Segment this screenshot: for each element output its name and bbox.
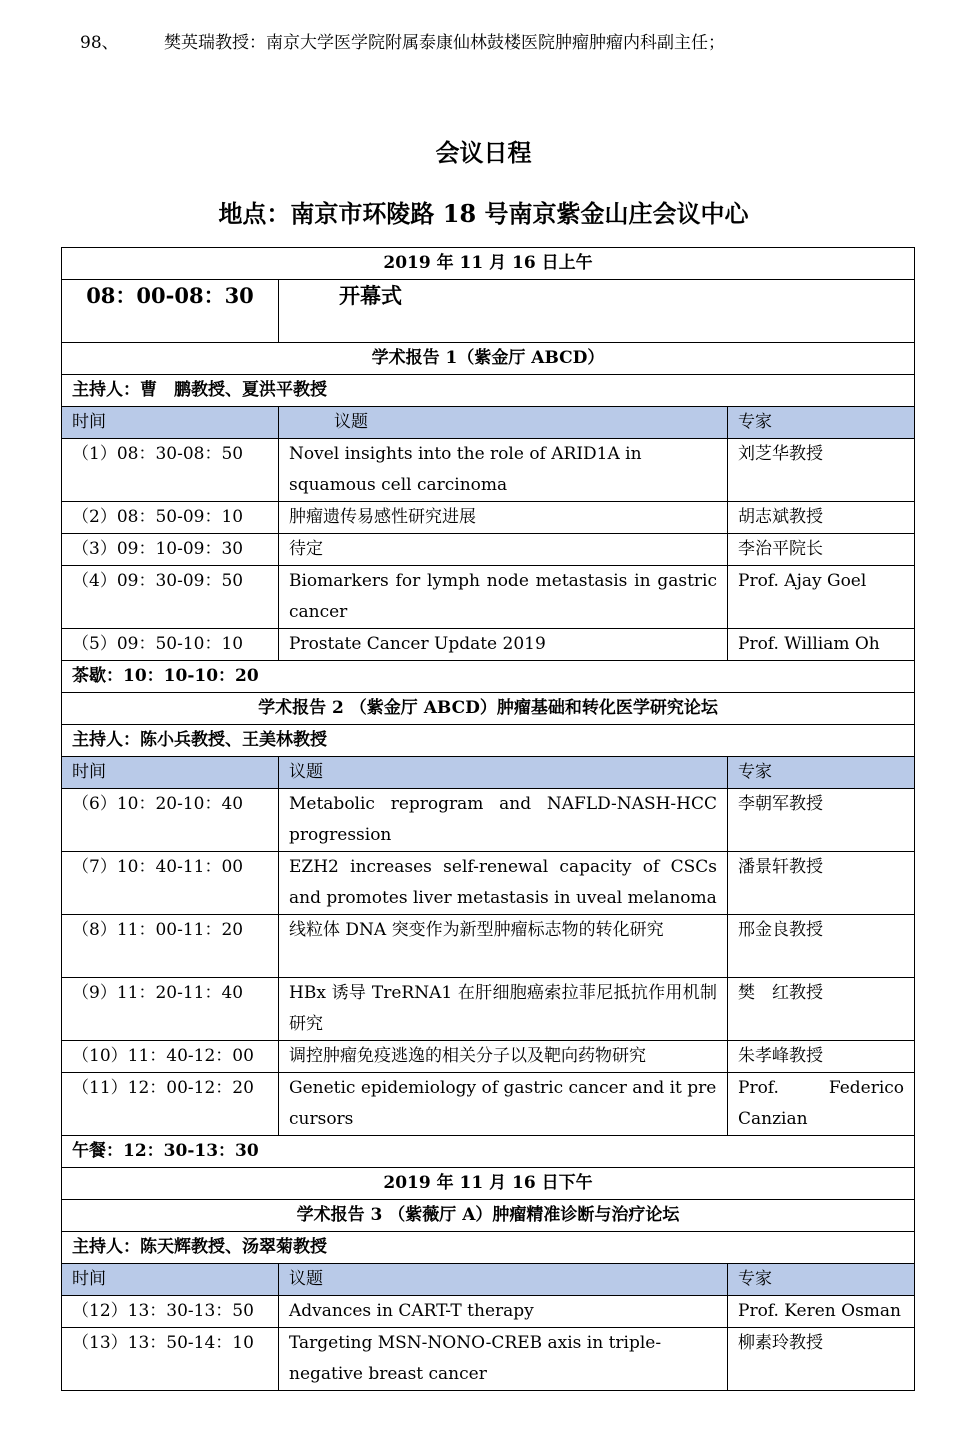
talk-time: （5）09：50-10：10 bbox=[62, 629, 279, 661]
table-row bbox=[62, 1073, 915, 1136]
talk-time: （13）13：50-14：10 bbox=[62, 1328, 279, 1391]
talk-expert: 樊 红教授 bbox=[728, 978, 915, 1041]
session-hosts-row bbox=[62, 375, 915, 407]
session-hosts: 主持人：陈小兵教授、王美林教授 bbox=[62, 725, 915, 757]
table-row bbox=[62, 1328, 915, 1391]
talk-time: （11）12：00-12：20 bbox=[62, 1073, 279, 1136]
schedule-table bbox=[61, 247, 915, 1391]
opening-name: 开幕式 bbox=[279, 280, 915, 343]
venue-heading: 地点：南京市环陵路 18 号南京紫金山庄会议中心 bbox=[218, 199, 749, 228]
session-title-row bbox=[62, 343, 915, 375]
talk-expert: Prof. Ajay Goel bbox=[728, 566, 915, 629]
table-row bbox=[62, 915, 915, 978]
table-header-row bbox=[62, 1264, 915, 1296]
header-topic: 议题 bbox=[279, 1264, 728, 1296]
lunch-break: 午餐：12：30-13：30 bbox=[62, 1136, 915, 1168]
talk-topic: EZH2 increases self-renewal capacity of CSCs and promotes liver metastasis in uveal melanoma bbox=[279, 852, 728, 915]
table-row bbox=[62, 566, 915, 629]
talk-topic: Prostate Cancer Update 2019 bbox=[279, 629, 728, 661]
date-cell: 2019 年 11 月 16 日上午 bbox=[62, 248, 915, 280]
talk-topic: Metabolic reprogram and NAFLD-NASH-HCC progression bbox=[279, 789, 728, 852]
talk-expert: 李朝军教授 bbox=[728, 789, 915, 852]
talk-time: （6）10：20-10：40 bbox=[62, 789, 279, 852]
talk-time: （9）11：20-11：40 bbox=[62, 978, 279, 1041]
talk-topic: 调控肿瘤免疫逃逸的相关分子以及靶向药物研究 bbox=[279, 1041, 728, 1073]
talk-topic: Genetic epidemiology of gastric cancer and it precursors bbox=[279, 1073, 728, 1136]
table-header-row bbox=[62, 407, 915, 439]
talk-topic: 待定 bbox=[279, 534, 728, 566]
talk-time: （8）11：00-11：20 bbox=[62, 915, 279, 978]
break-row bbox=[62, 661, 915, 693]
session-title-row bbox=[62, 693, 915, 725]
table-row bbox=[62, 1041, 915, 1073]
talk-time: （1）08：30-08：50 bbox=[62, 439, 279, 502]
table-row bbox=[62, 629, 915, 661]
header-expert: 专家 bbox=[728, 757, 915, 789]
list-item-text: 樊英瑞教授：南京大学医学院附属泰康仙林鼓楼医院肿瘤肿瘤内科副主任； bbox=[164, 33, 725, 53]
header-time: 时间 bbox=[62, 1264, 279, 1296]
talk-expert: 李治平院长 bbox=[728, 534, 915, 566]
date-cell: 2019 年 11 月 16 日下午 bbox=[62, 1168, 915, 1200]
header-expert: 专家 bbox=[728, 1264, 915, 1296]
talk-topic: HBx 诱导 TreRNA1 在肝细胞癌索拉菲尼抵抗作用机制研究 bbox=[279, 978, 728, 1041]
talk-expert: 刘芝华教授 bbox=[728, 439, 915, 502]
session-hosts-row bbox=[62, 725, 915, 757]
header-expert: 专家 bbox=[728, 407, 915, 439]
talk-topic: 线粒体 DNA 突变作为新型肿瘤标志物的转化研究 bbox=[279, 915, 728, 978]
session-title: 学术报告 2 （紫金厅 ABCD）肿瘤基础和转化医学研究论坛 bbox=[62, 693, 915, 725]
talk-time: （12）13：30-13：50 bbox=[62, 1296, 279, 1328]
preceding-list-item bbox=[80, 30, 940, 56]
talk-topic: Advances in CART-T therapy bbox=[279, 1296, 728, 1328]
talk-expert: 胡志斌教授 bbox=[728, 502, 915, 534]
table-row bbox=[62, 502, 915, 534]
talk-topic: Biomarkers for lymph node metastasis in gastric cancer bbox=[279, 566, 728, 629]
table-row bbox=[62, 439, 915, 502]
list-item-number: 98、 bbox=[80, 33, 119, 53]
talk-time: （7）10：40-11：00 bbox=[62, 852, 279, 915]
table-row bbox=[62, 1296, 915, 1328]
table-header-row bbox=[62, 757, 915, 789]
talk-time: （10）11：40-12：00 bbox=[62, 1041, 279, 1073]
session-hosts-row bbox=[62, 1232, 915, 1264]
date-row bbox=[62, 248, 915, 280]
session-hosts: 主持人：陈天辉教授、汤翠菊教授 bbox=[62, 1232, 915, 1264]
talk-expert: 潘景轩教授 bbox=[728, 852, 915, 915]
session-title: 学术报告 3 （紫薇厅 A）肿瘤精准诊断与治疗论坛 bbox=[62, 1200, 915, 1232]
talk-expert: 柳素玲教授 bbox=[728, 1328, 915, 1391]
talk-time: （2）08：50-09：10 bbox=[62, 502, 279, 534]
table-row bbox=[62, 978, 915, 1041]
table-row bbox=[62, 534, 915, 566]
talk-time: （4）09：30-09：50 bbox=[62, 566, 279, 629]
table-row bbox=[62, 789, 915, 852]
date-row bbox=[62, 1168, 915, 1200]
talk-expert: Prof. William Oh bbox=[728, 629, 915, 661]
talk-topic: Targeting MSN-NONO-CREB axis in triple-negative breast cancer bbox=[279, 1328, 728, 1391]
talk-expert: 朱孝峰教授 bbox=[728, 1041, 915, 1073]
opening-ceremony-row bbox=[62, 280, 915, 343]
header-time: 时间 bbox=[62, 757, 279, 789]
opening-time: 08：00-08：30 bbox=[62, 280, 279, 343]
talk-expert: Prof. Federico Canzian bbox=[728, 1073, 915, 1136]
session-hosts: 主持人：曹 鹏教授、夏洪平教授 bbox=[62, 375, 915, 407]
header-topic: 议题 bbox=[279, 757, 728, 789]
session-title: 学术报告 1（紫金厅 ABCD） bbox=[62, 343, 915, 375]
talk-topic: 肿瘤遗传易感性研究进展 bbox=[279, 502, 728, 534]
talk-expert: 邢金良教授 bbox=[728, 915, 915, 978]
talk-time: （3）09：10-09：30 bbox=[62, 534, 279, 566]
session-title-row bbox=[62, 1200, 915, 1232]
talk-topic: Novel insights into the role of ARID1A in squamous cell carcinoma bbox=[279, 439, 728, 502]
tea-break: 茶歇：10：10-10：20 bbox=[62, 661, 915, 693]
header-time: 时间 bbox=[62, 407, 279, 439]
table-row bbox=[62, 852, 915, 915]
break-row bbox=[62, 1136, 915, 1168]
header-topic: 议题 bbox=[279, 407, 728, 439]
talk-expert: Prof. Keren Osman bbox=[728, 1296, 915, 1328]
page-title: 会议日程 bbox=[435, 138, 532, 167]
